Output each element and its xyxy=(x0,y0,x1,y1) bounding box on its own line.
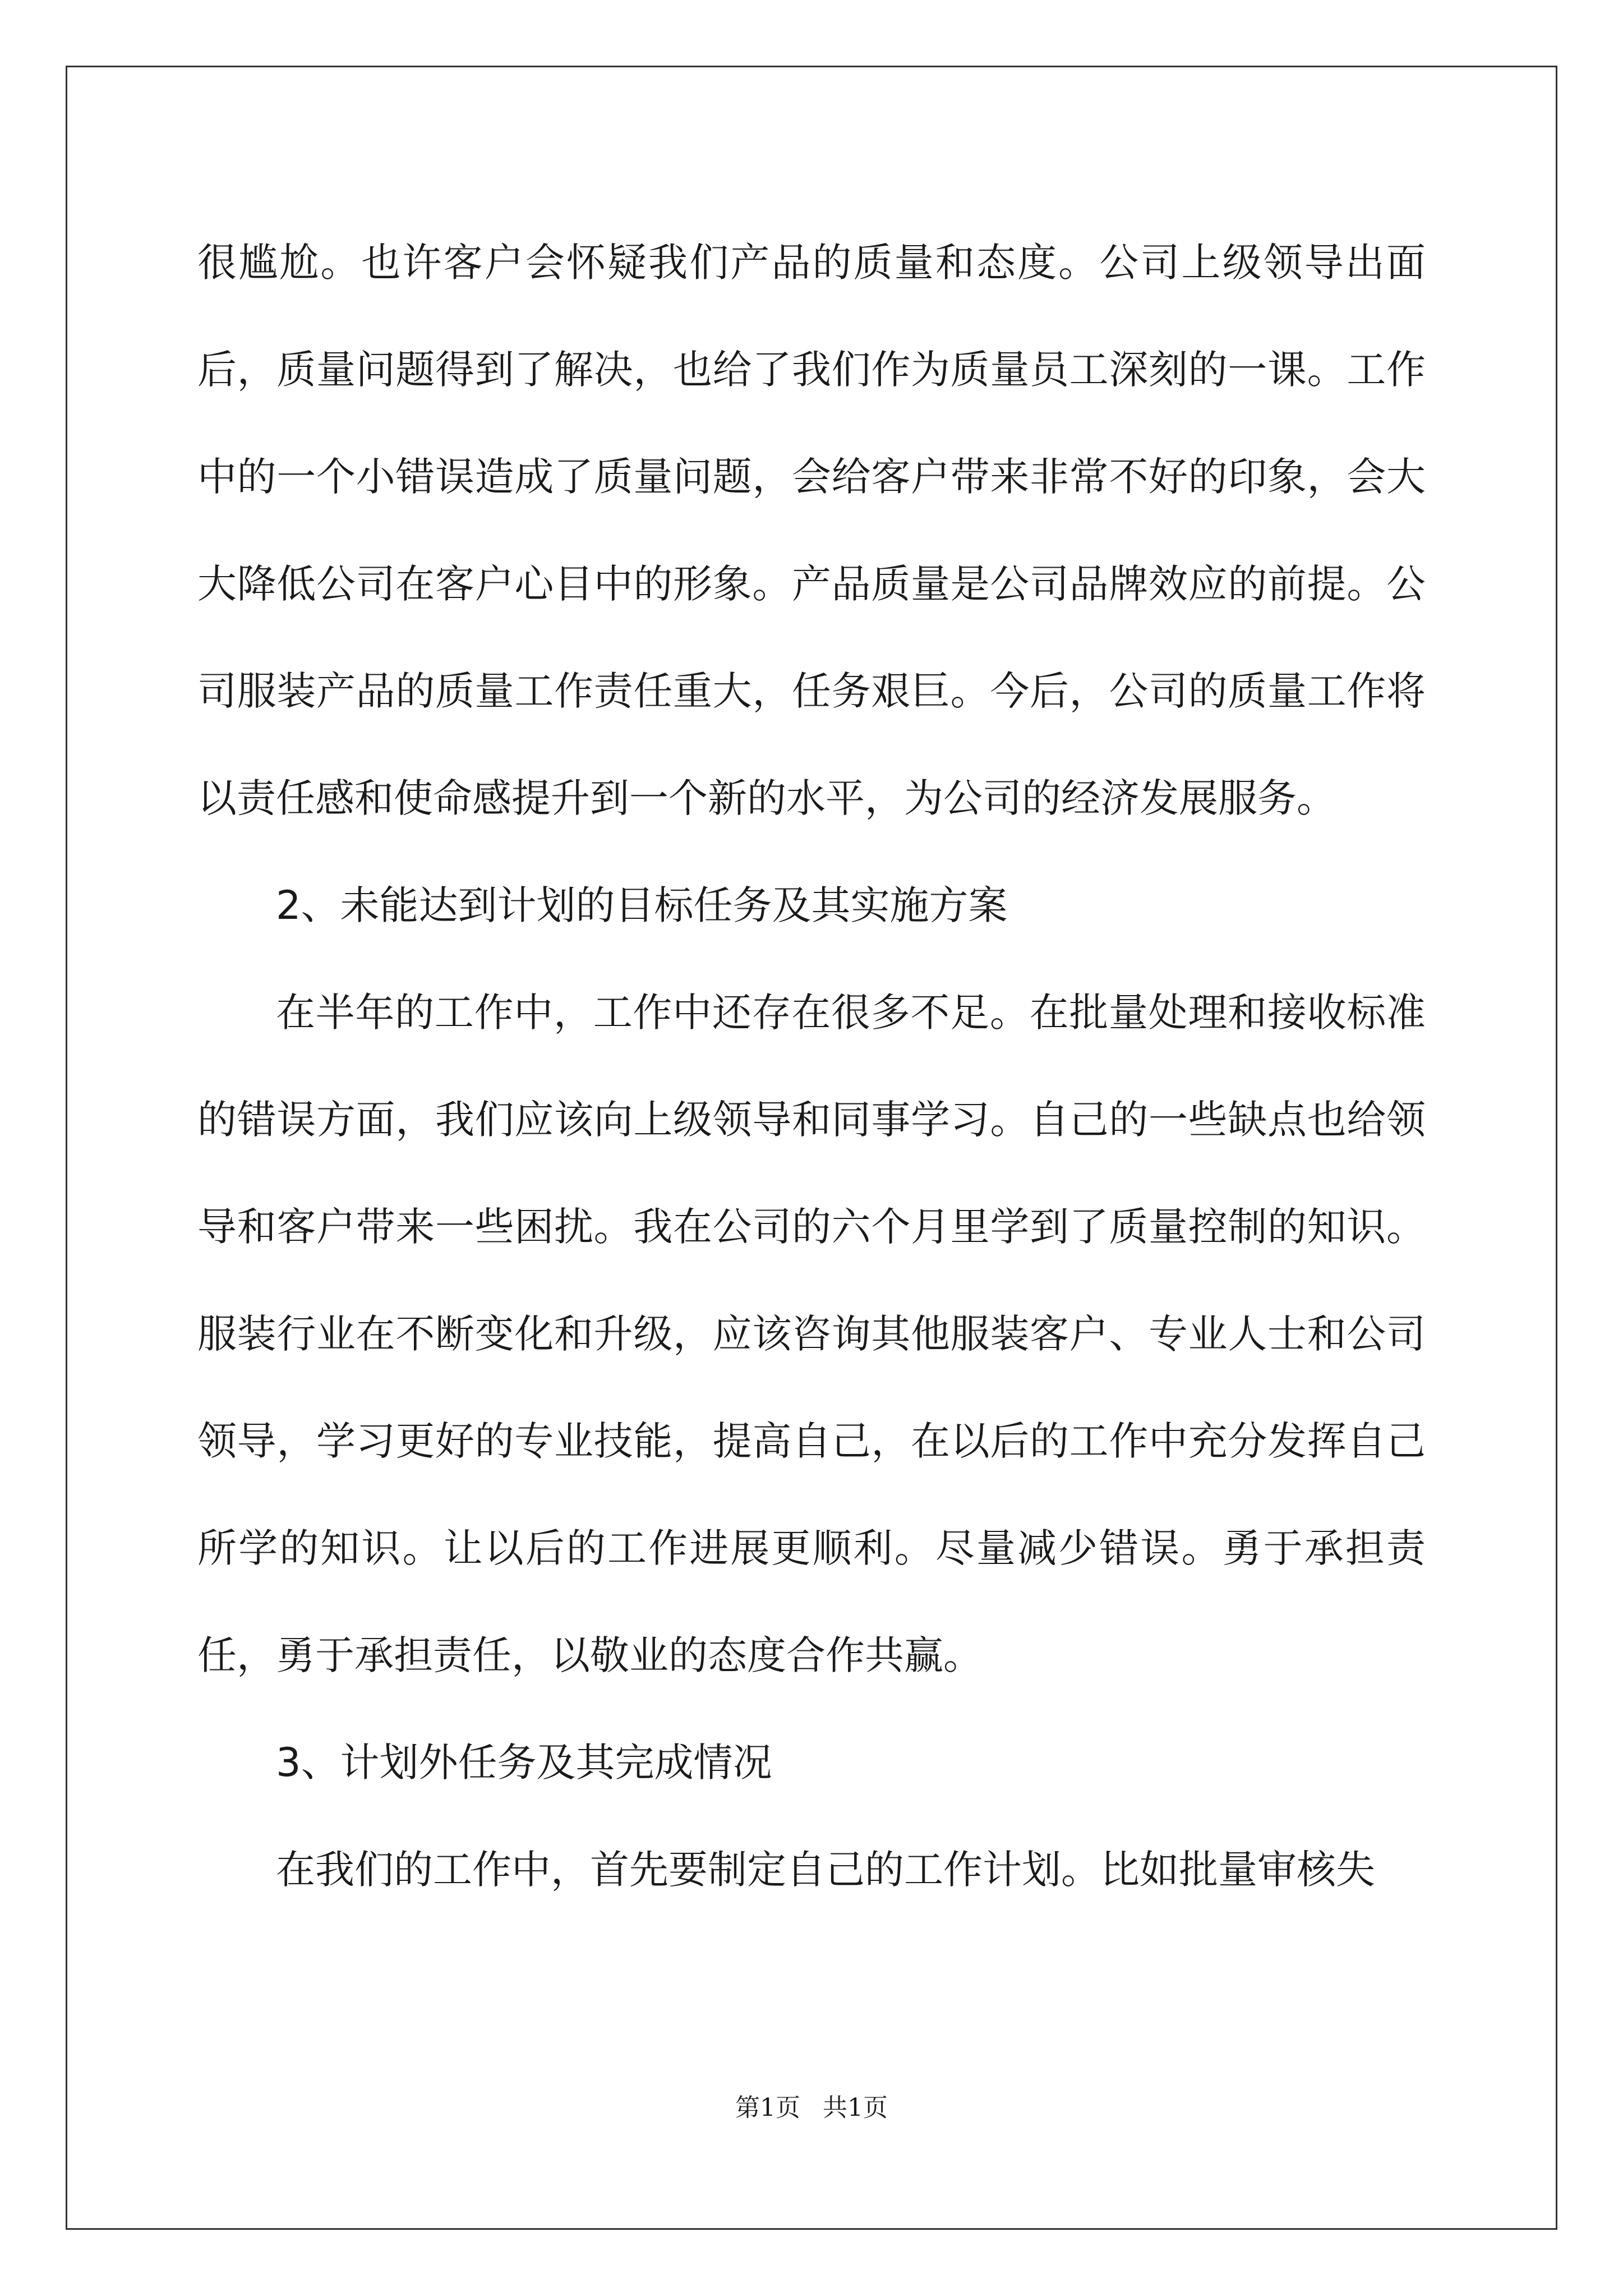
paragraph-shortcomings: 在半年的工作中，工作中还存在很多不足。在批量处理和接收标准的错误方面，我们应该向上级领导和同事学习。自己的一些缺点也给领导和客户带来一些困扰。我在公司的六个月里学到了质量控制的知识。服装行业在不断变化和升级，应该咨询其他服装客户、专业人士和公司领导，学习更好的专业技能，提高自己，在以后的工作中充分发挥自己所学的知识。让以后的工作进展更顺利。尽量减少错误。勇于承担责任，勇于承担责任，以敬业的态度合作共赢。 xyxy=(197,990,1426,1678)
paragraph-continuation: 很尴尬。也许客户会怀疑我们产品的质量和态度。公司上级领导出面后，质量问题得到了解决，也给了我们作为质量员工深刻的一课。工作中的一个小错误造成了质量问题，会给客户带来非常不好的印象，会大大降低公司在客户心目中的形象。产品质量是公司品牌效应的前提。公司服装产品的质量工作责任重大，任务艰巨。今后，公司的质量工作将以责任感和使命感提升到一个新的水平，为公司的经济发展服务。 xyxy=(197,240,1426,821)
page-number-current: 第1页 xyxy=(735,2093,800,2122)
paragraph-work-plan: 在我们的工作中，首先要制定自己的工作计划。比如批量审核失 xyxy=(276,1847,1375,1893)
document-body xyxy=(197,209,1426,1924)
section-heading-3: 3、计划外任务及其完成情况 xyxy=(276,1740,772,1786)
page-number-total: 共1页 xyxy=(823,2093,888,2122)
section-heading-2: 2、未能达到计划的目标任务及其实施方案 xyxy=(276,882,1008,928)
page-footer xyxy=(0,2091,1623,2125)
